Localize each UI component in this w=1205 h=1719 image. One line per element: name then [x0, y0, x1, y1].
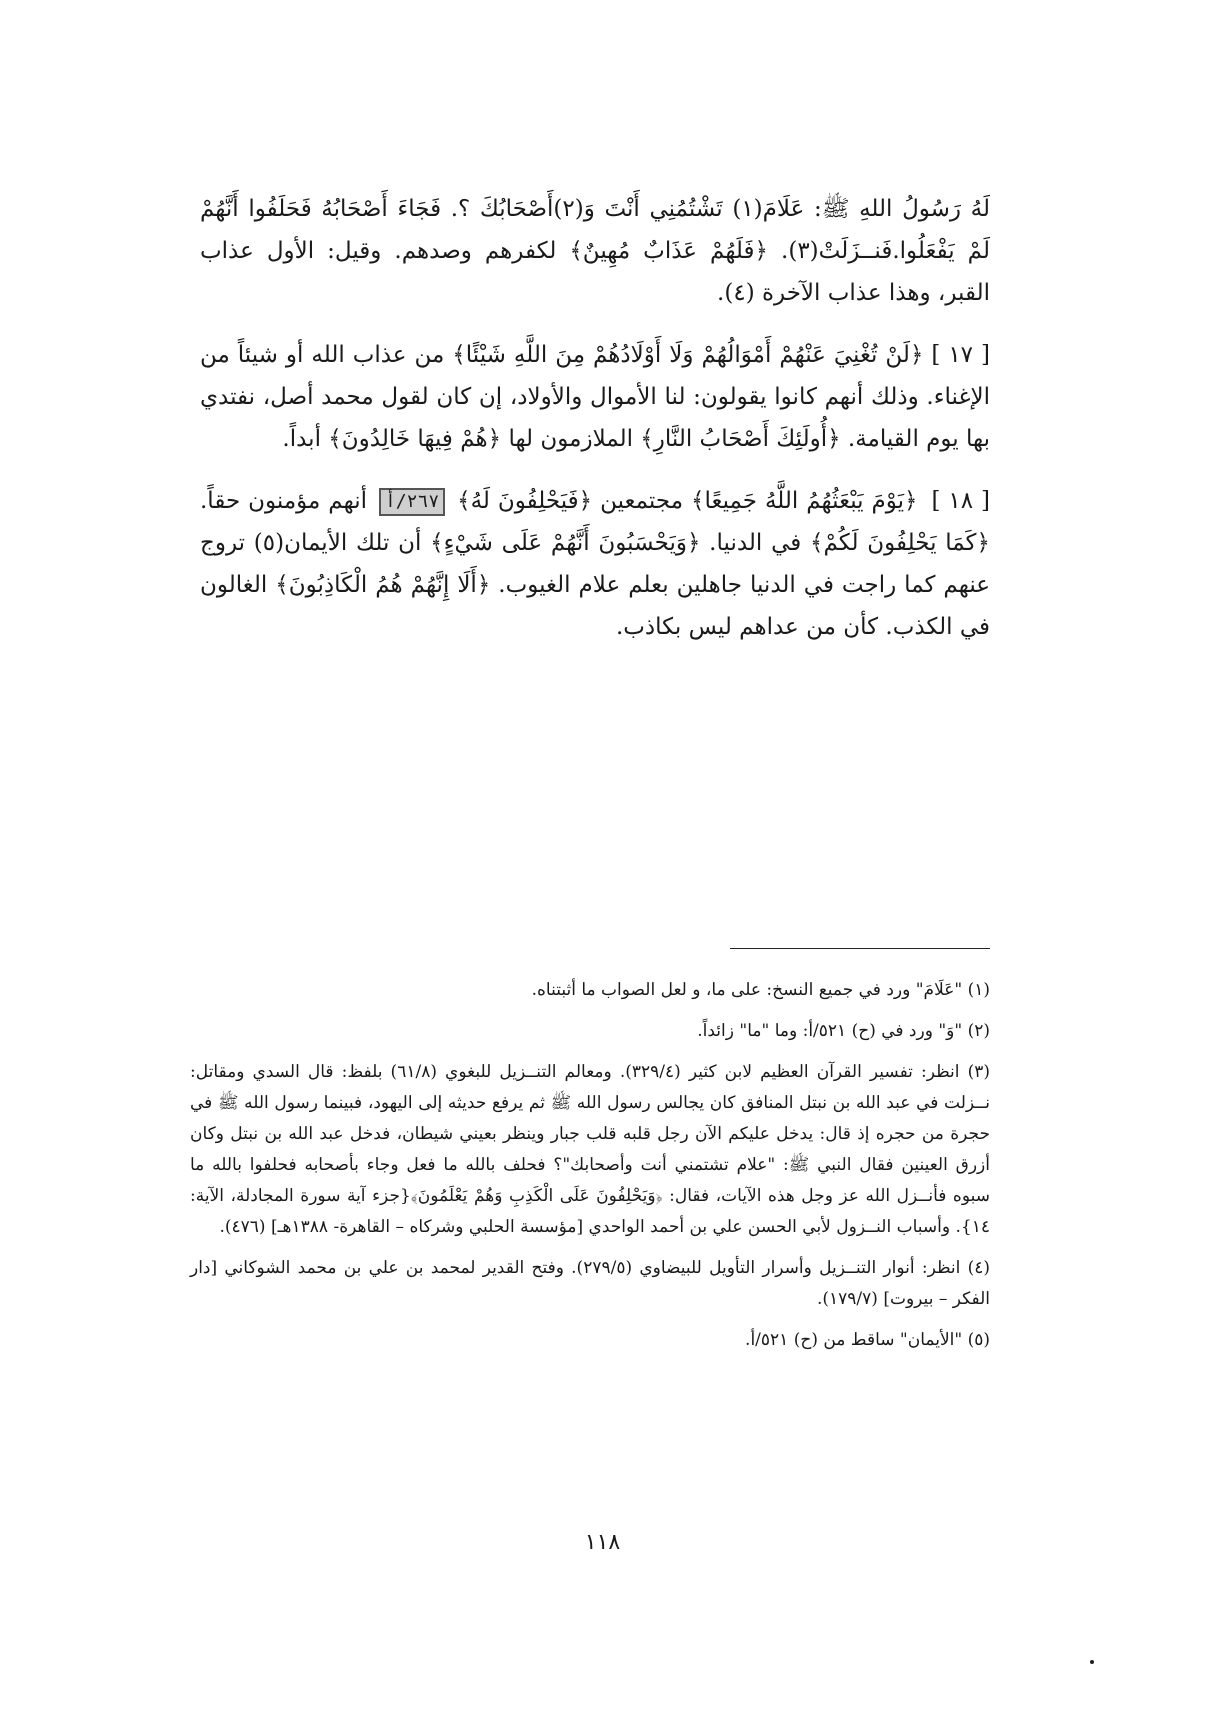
verse-number: [ ١٨ ] — [931, 488, 991, 514]
footnotes-section — [190, 975, 990, 1366]
footnote-4: (٤) انظر: أنوار التنــزيل وأسرار التأويل للبيضاوي (٢٧٩/٥). وفتح القدير لمحمد بن علي بن محمد الشوكاني [دار الفكر – بيروت] (١٧٩/٧). — [190, 1258, 991, 1309]
page-number: ١١٨ — [584, 1530, 621, 1555]
tafsir-paragraph-intro: لَهُ رَسُولُ اللهِ ﷺ: عَلَامَ(١) تَشْتُمُنِي أَنْتَ وَ(٢)أَصْحَابُكَ ؟. فَجَاءَ أَصْحَابُهُ فَحَلَفُوا أَنَّهُمْ لَمْ يَفْعَلُوا.فَنــزَلَتْ(٣). ﴿فَلَهُمْ عَذَابٌ مُهِينٌ﴾ لكفرهم وصدهم. وقيل: الأول عذاب القبر، وهذا عذاب الآخرة (٤). — [200, 196, 990, 306]
tafsir-paragraph-verse-17: [ ١٧ ] ﴿لَنْ تُغْنِيَ عَنْهُمْ أَمْوَالُهُمْ وَلَا أَوْلَادُهُمْ مِنَ اللَّهِ شَيْئًا﴾ من عذاب الله أو شيئاً من الإغناء. وذلك أنهم كانوا يقولون: لنا الأموال والأولاد، إن كان لقول محمد أصل، نفتدي بها يوم القيامة. ﴿أُولَئِكَ أَصْحَابُ النَّارِ﴾ الملازمون لها ﴿هُمْ فِيهَا خَالِدُونَ﴾ أبداً. — [200, 342, 990, 452]
footnote-5: (٥) "الأيمان" ساقط من (ح) ٥٢١/أ. — [745, 1330, 990, 1350]
scan-speck — [1090, 1660, 1094, 1664]
footnote-2: (٢) "وَ" ورد في (ح) ٥٢١/أ: وما "ما" زائداً. — [697, 1021, 990, 1041]
footnote-3: (٣) انظر: تفسير القرآن العظيم لابن كثير (٣٢٩/٤). ومعالم التنــزيل للبغوي (٦١/٨) بلفظ: قال السدي ومقاتل: نــزلت في عبد الله بن نبتل المنافق كان يجالس رسول الله ﷺ ثم يرفع حديثه إلى اليهود، فبينما رسول الله ﷺ في حجرة من حجره إذ قال: يدخل عليكم الآن رجل قلبه قلب جبار وينظر بعيني شيطان، فدخل عبد الله بن نبتل وكان أزرق العينين فقال النبي ﷺ: "علام تشتمني أنت وأصحابك"؟ فحلف بالله ما فعل وجاء بأصحابه فحلفوا بالله ما سبوه فأنــزل الله عز وجل هذه الآيات، فقال: ﴿وَيَحْلِفُونَ عَلَى الْكَذِبِ وَهُمْ يَعْلَمُونَ﴾{جزء آية سورة المجادلة، الآية: ١٤}. وأسباب النــزول لأبي الحسن علي بن أحمد الواحدي [مؤسسة الحلبي وشركاه – القاهرة- ١٣٨٨هـ] (٤٧٦). — [190, 1062, 990, 1237]
manuscript-page-reference: ٢٦٧/أ — [379, 488, 445, 516]
verse-18-text-start: ﴿يَوْمَ يَبْعَثُهُمُ اللَّهُ جَمِيعًا﴾ مجتمعين ﴿فَيَحْلِفُونَ لَهُ﴾ — [457, 488, 918, 514]
main-text-block — [200, 188, 990, 648]
tafsir-paragraph-verse-18 — [200, 480, 990, 648]
footnote-separator — [730, 948, 990, 949]
footnote-1: (١) "عَلَامَ" ورد في جميع النسخ: على ما، و لعل الصواب ما أثبتناه. — [531, 980, 990, 1000]
verse-18-text-end: أنهم مؤمنون حقاً. ﴿كَمَا يَحْلِفُونَ لَكُمْ﴾ في الدنيا. ﴿وَيَحْسَبُونَ أَنَّهُمْ عَلَى شَيْءٍ﴾ أن تلك الأيمان(٥) تروج عنهم كما راجت في الدنيا جاهلين بعلم علام الغيوب. ﴿أَلَا إِنَّهُمْ هُمُ الْكَاذِبُونَ﴾ الغالون في الكذب. كأن من عداهم ليس بكاذب. — [200, 488, 990, 640]
